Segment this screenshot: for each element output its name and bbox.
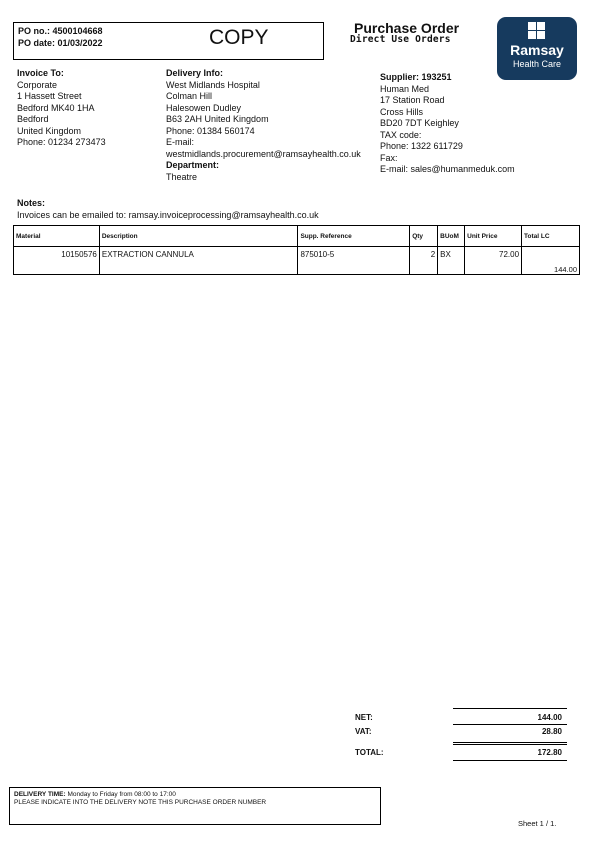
column-header-material: Material <box>14 226 100 247</box>
totals-rule <box>453 724 567 725</box>
supplier-fax: Fax: <box>380 152 398 163</box>
column-header-description: Description <box>99 226 298 247</box>
supplier-phone: Phone: 1322 611729 <box>380 141 463 151</box>
po-date: PO date: 01/03/2022 <box>18 38 103 48</box>
vat-row <box>355 727 567 741</box>
totals-rule <box>453 744 567 745</box>
logo-name: Ramsay <box>510 42 564 58</box>
delivery-info-phone: Phone: 01384 560174 <box>166 125 255 136</box>
totals-rule <box>453 742 567 743</box>
cell-supp-reference: 875010-5 <box>298 247 410 275</box>
cell-material: 10150576 <box>14 247 100 275</box>
cell-qty: 2 <box>410 247 438 275</box>
notes-heading: Notes: <box>17 198 46 208</box>
notes-block <box>17 198 577 221</box>
invoice-to-line: Bedford MK40 1HA <box>17 102 95 113</box>
invoice-to-heading: Invoice To: <box>17 68 64 78</box>
line-items-table <box>13 225 580 275</box>
cell-description: EXTRACTION CANNULA <box>99 247 298 275</box>
logo-subtitle: Health Care <box>512 59 562 69</box>
supplier-heading: Supplier: 193251 <box>380 72 452 82</box>
cell-total: 144.00 <box>522 247 580 275</box>
net-label: NET: <box>355 713 373 722</box>
delivery-info-line: B63 2AH United Kingdom <box>166 114 269 124</box>
supplier-line: Human Med <box>380 83 430 94</box>
cell-uom: BX <box>438 247 465 275</box>
supplier-line: Cross Hills <box>380 106 424 117</box>
invoice-to-line: United Kingdom <box>17 125 82 136</box>
document-subtitle: Direct Use Orders <box>350 34 451 45</box>
total-value: 172.80 <box>537 748 562 757</box>
delivery-info-email-label: E-mail: <box>166 137 195 147</box>
delivery-info-line: Halesowen Dudley <box>166 102 242 113</box>
net-value: 144.00 <box>537 713 562 722</box>
delivery-info-line: Colman Hill <box>166 91 213 101</box>
logo-mark-icon <box>528 22 545 39</box>
copy-label: COPY <box>209 26 269 49</box>
total-label: TOTAL: <box>355 748 384 757</box>
supplier-tax-code: TAX code: <box>380 129 422 140</box>
delivery-instruction: PLEASE INDICATE INTO THE DELIVERY NOTE THIS PURCHASE ORDER NUMBER <box>14 799 267 806</box>
totals-rule <box>453 760 567 761</box>
delivery-time-value: Monday to Friday from 08:00 to 17:00 <box>67 791 176 798</box>
totals-rule <box>453 708 567 709</box>
column-header-supp-reference: Supp. Reference <box>298 226 410 247</box>
supplier-line: 17 Station Road <box>380 95 445 105</box>
delivery-info-email: westmidlands.procurement@ramsayhealth.co.uk <box>166 148 361 159</box>
vat-label: VAT: <box>355 727 372 736</box>
invoice-to-block <box>17 68 157 149</box>
delivery-instructions-box <box>9 787 381 825</box>
vat-value: 28.80 <box>541 727 562 736</box>
delivery-info-block <box>166 68 376 183</box>
delivery-info-line: West Midlands Hospital <box>166 79 260 90</box>
sheet-number: Sheet 1 / 1. <box>518 819 557 828</box>
table-header-row <box>14 226 580 247</box>
invoice-to-phone: Phone: 01234 273473 <box>17 137 106 147</box>
department-heading: Department: <box>166 160 220 170</box>
column-header-uom: BUoM <box>438 226 465 247</box>
column-header-total: Total LC <box>522 226 580 247</box>
supplier-email: E-mail: sales@humanmeduk.com <box>380 164 515 174</box>
document-title: Purchase Order <box>354 20 460 36</box>
table-row <box>14 247 580 275</box>
column-header-unit-price: Unit Price <box>465 226 522 247</box>
column-header-qty: Qty <box>410 226 438 247</box>
cell-unit-price: 72.00 <box>465 247 522 275</box>
notes-text: Invoices can be emailed to: ramsay.invoiceprocessing@ramsayhealth.co.uk <box>17 209 319 220</box>
supplier-block <box>380 72 580 176</box>
delivery-time-label: DELIVERY TIME: <box>14 791 66 798</box>
delivery-info-heading: Delivery Info: <box>166 68 224 78</box>
invoice-to-line: 1 Hassett Street <box>17 91 82 101</box>
supplier-line: BD20 7DT Keighley <box>380 118 459 128</box>
invoice-to-line: Bedford <box>17 114 49 124</box>
invoice-to-line: Corporate <box>17 79 58 90</box>
department-value: Theatre <box>166 171 198 182</box>
ramsay-logo <box>497 17 577 80</box>
po-number: PO no.: 4500104668 <box>18 26 103 36</box>
delivery-time-line <box>14 791 376 799</box>
po-number-box <box>13 22 324 60</box>
